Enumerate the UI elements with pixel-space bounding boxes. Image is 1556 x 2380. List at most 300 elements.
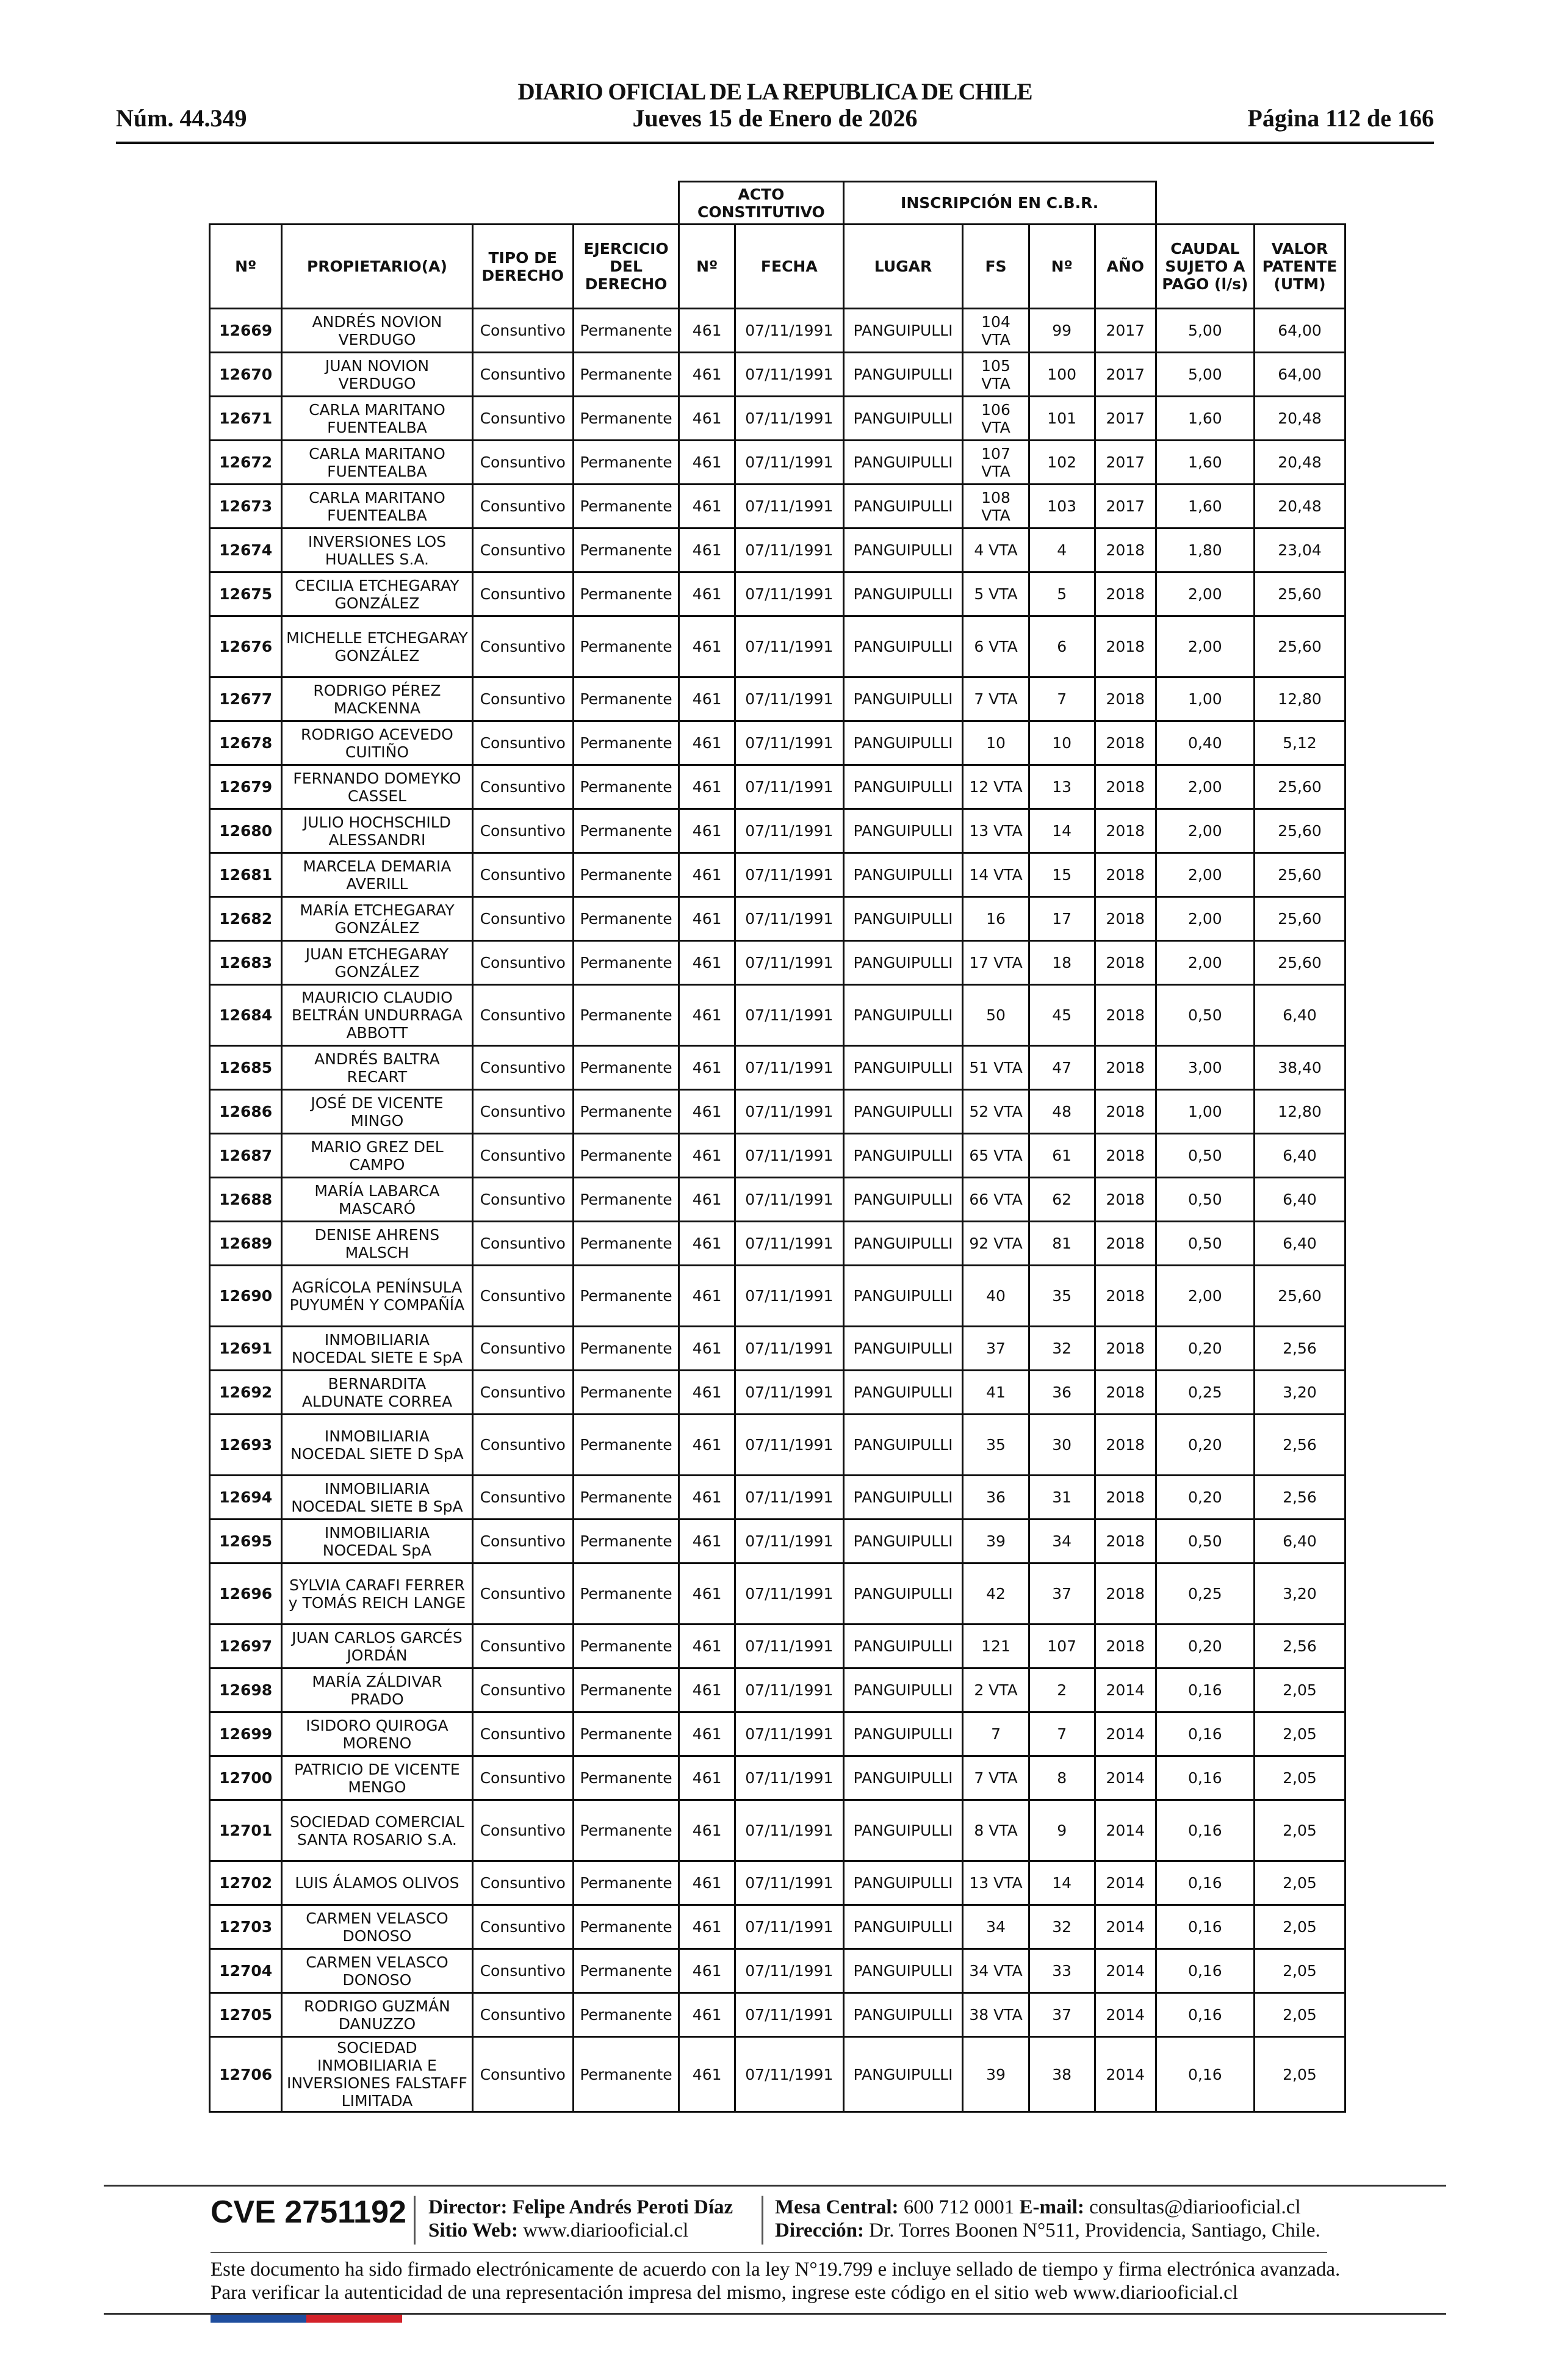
owner-name: RODRIGO GUZMÁN DANUZZO [282, 1993, 472, 2037]
acto-numero: 461 [679, 1046, 735, 1090]
owner-name: SYLVIA CARAFI FERRER y TOMÁS REICH LANGE [282, 1563, 472, 1625]
row-number: 12694 [210, 1476, 282, 1520]
acto-numero: 461 [679, 941, 735, 985]
footer-divider-mid [211, 2252, 1327, 2253]
tipo-derecho: Consuntivo [472, 1712, 573, 1756]
fecha: 07/11/1991 [735, 572, 844, 616]
fs: 7 VTA [963, 677, 1029, 721]
inscripcion-numero: 99 [1029, 309, 1095, 353]
lugar: PANGUIPULLI [843, 1668, 963, 1712]
anio: 2018 [1095, 1563, 1156, 1625]
lugar: PANGUIPULLI [843, 1905, 963, 1949]
table-row [210, 1090, 1345, 1134]
owner-name: JULIO HOCHSCHILD ALESSANDRI [282, 809, 472, 853]
group-header-row [210, 182, 1345, 225]
owner-name: INMOBILIARIA NOCEDAL SIETE E SpA [282, 1327, 472, 1371]
caudal: 2,00 [1156, 897, 1254, 941]
row-number: 12683 [210, 941, 282, 985]
inscripcion-numero: 100 [1029, 353, 1095, 397]
fecha: 07/11/1991 [735, 1861, 844, 1905]
table-row [210, 485, 1345, 528]
valor-patente: 25,60 [1254, 897, 1345, 941]
lugar: PANGUIPULLI [843, 1861, 963, 1905]
tipo-derecho: Consuntivo [472, 1476, 573, 1520]
ejercicio-derecho: Permanente [573, 1668, 679, 1712]
tipo-derecho: Consuntivo [472, 1266, 573, 1327]
lugar: PANGUIPULLI [843, 721, 963, 765]
acto-numero: 461 [679, 485, 735, 528]
caudal: 0,50 [1156, 1178, 1254, 1222]
col-fs: FS [963, 225, 1029, 309]
owner-name: JOSÉ DE VICENTE MINGO [282, 1090, 472, 1134]
tipo-derecho: Consuntivo [472, 528, 573, 572]
acto-numero: 461 [679, 853, 735, 897]
group-acto-constitutivo: ACTO CONSTITUTIVO [679, 182, 843, 225]
fs: 41 [963, 1371, 1029, 1415]
ejercicio-derecho: Permanente [573, 1520, 679, 1563]
caudal: 1,00 [1156, 677, 1254, 721]
acto-numero: 461 [679, 1090, 735, 1134]
owner-name: JUAN CARLOS GARCÉS JORDÁN [282, 1625, 472, 1668]
anio: 2018 [1095, 941, 1156, 985]
group-inscripcion-cbr: INSCRIPCIÓN EN C.B.R. [843, 182, 1156, 225]
row-number: 12701 [210, 1800, 282, 1861]
caudal: 0,50 [1156, 1520, 1254, 1563]
valor-patente: 6,40 [1254, 985, 1345, 1046]
owner-name: ANDRÉS NOVION VERDUGO [282, 309, 472, 353]
anio: 2014 [1095, 1993, 1156, 2037]
anio: 2014 [1095, 1712, 1156, 1756]
inscripcion-numero: 32 [1029, 1905, 1095, 1949]
row-number: 12700 [210, 1756, 282, 1800]
row-number: 12706 [210, 2037, 282, 2112]
inscripcion-numero: 45 [1029, 985, 1095, 1046]
lugar: PANGUIPULLI [843, 1625, 963, 1668]
tipo-derecho: Consuntivo [472, 1178, 573, 1222]
director-name: Felipe Andrés Peroti Díaz [512, 2196, 733, 2218]
director-block [428, 2196, 733, 2242]
fs: 39 [963, 2037, 1029, 2112]
valor-patente: 2,05 [1254, 1905, 1345, 1949]
table-row [210, 441, 1345, 485]
inscripcion-numero: 38 [1029, 2037, 1095, 2112]
owner-name: CARLA MARITANO FUENTEALBA [282, 397, 472, 441]
valor-patente: 2,56 [1254, 1625, 1345, 1668]
patent-table [209, 181, 1346, 2113]
row-number: 12669 [210, 309, 282, 353]
tipo-derecho: Consuntivo [472, 1046, 573, 1090]
inscripcion-numero: 48 [1029, 1090, 1095, 1134]
fs: 7 VTA [963, 1756, 1029, 1800]
fs: 39 [963, 1520, 1029, 1563]
ejercicio-derecho: Permanente [573, 1712, 679, 1756]
lugar: PANGUIPULLI [843, 853, 963, 897]
ejercicio-derecho: Permanente [573, 1563, 679, 1625]
ejercicio-derecho: Permanente [573, 1327, 679, 1371]
fecha: 07/11/1991 [735, 765, 844, 809]
tipo-derecho: Consuntivo [472, 1625, 573, 1668]
table-row [210, 2037, 1345, 2112]
acto-numero: 461 [679, 1266, 735, 1327]
table-row [210, 1861, 1345, 1905]
col-caudal: CAUDAL SUJETO A PAGO (l/s) [1156, 225, 1254, 309]
fecha: 07/11/1991 [735, 721, 844, 765]
newspaper-title: DIARIO OFICIAL DE LA REPUBLICA DE CHILE [517, 79, 1032, 105]
lugar: PANGUIPULLI [843, 616, 963, 677]
valor-patente: 2,56 [1254, 1415, 1345, 1476]
caudal: 0,25 [1156, 1563, 1254, 1625]
fs: 13 VTA [963, 1861, 1029, 1905]
ejercicio-derecho: Permanente [573, 616, 679, 677]
row-number: 12681 [210, 853, 282, 897]
table-row [210, 309, 1345, 353]
tipo-derecho: Consuntivo [472, 1800, 573, 1861]
caudal: 0,16 [1156, 1993, 1254, 2037]
row-number: 12702 [210, 1861, 282, 1905]
fecha: 07/11/1991 [735, 353, 844, 397]
lugar: PANGUIPULLI [843, 1993, 963, 2037]
caudal: 0,40 [1156, 721, 1254, 765]
table-row [210, 1993, 1345, 2037]
fecha: 07/11/1991 [735, 941, 844, 985]
fecha: 07/11/1991 [735, 985, 844, 1046]
lugar: PANGUIPULLI [843, 1178, 963, 1222]
fs: 51 VTA [963, 1046, 1029, 1090]
inscripcion-numero: 37 [1029, 1993, 1095, 2037]
row-number: 12671 [210, 397, 282, 441]
mesa-label: Mesa Central: [775, 2196, 899, 2218]
inscripcion-numero: 9 [1029, 1800, 1095, 1861]
ejercicio-derecho: Permanente [573, 897, 679, 941]
table-row [210, 1756, 1345, 1800]
row-number: 12685 [210, 1046, 282, 1090]
caudal: 2,00 [1156, 572, 1254, 616]
acto-numero: 461 [679, 353, 735, 397]
inscripcion-numero: 2 [1029, 1668, 1095, 1712]
caudal: 0,20 [1156, 1415, 1254, 1476]
fecha: 07/11/1991 [735, 1712, 844, 1756]
acto-numero: 461 [679, 1756, 735, 1800]
table-row [210, 1625, 1345, 1668]
fs: 13 VTA [963, 809, 1029, 853]
col-propietario: PROPIETARIO(A) [282, 225, 472, 309]
caudal: 0,16 [1156, 2037, 1254, 2112]
ejercicio-derecho: Permanente [573, 528, 679, 572]
email-link[interactable]: consultas@diariooficial.cl [1089, 2196, 1301, 2218]
lugar: PANGUIPULLI [843, 1371, 963, 1415]
fs: 104 VTA [963, 309, 1029, 353]
table-row [210, 1563, 1345, 1625]
inscripcion-numero: 81 [1029, 1222, 1095, 1266]
table-row [210, 528, 1345, 572]
valor-patente: 64,00 [1254, 353, 1345, 397]
valor-patente: 25,60 [1254, 809, 1345, 853]
fecha: 07/11/1991 [735, 853, 844, 897]
acto-numero: 461 [679, 1222, 735, 1266]
inscripcion-numero: 31 [1029, 1476, 1095, 1520]
valor-patente: 38,40 [1254, 1046, 1345, 1090]
row-number: 12680 [210, 809, 282, 853]
tipo-derecho: Consuntivo [472, 1949, 573, 1993]
anio: 2018 [1095, 572, 1156, 616]
inscripcion-numero: 33 [1029, 1949, 1095, 1993]
table-row [210, 1415, 1345, 1476]
anio: 2018 [1095, 677, 1156, 721]
acto-numero: 461 [679, 1861, 735, 1905]
fs: 106 VTA [963, 397, 1029, 441]
row-number: 12673 [210, 485, 282, 528]
acto-numero: 461 [679, 1520, 735, 1563]
lugar: PANGUIPULLI [843, 353, 963, 397]
fs: 7 [963, 1712, 1029, 1756]
fecha: 07/11/1991 [735, 1800, 844, 1861]
owner-name: DENISE AHRENS MALSCH [282, 1222, 472, 1266]
anio: 2014 [1095, 1756, 1156, 1800]
ejercicio-derecho: Permanente [573, 809, 679, 853]
ejercicio-derecho: Permanente [573, 1415, 679, 1476]
owner-name: INMOBILIARIA NOCEDAL SpA [282, 1520, 472, 1563]
caudal: 2,00 [1156, 1266, 1254, 1327]
inscripcion-numero: 18 [1029, 941, 1095, 985]
inscripcion-numero: 107 [1029, 1625, 1095, 1668]
anio: 2014 [1095, 1905, 1156, 1949]
fecha: 07/11/1991 [735, 1046, 844, 1090]
email-label: E-mail: [1019, 2196, 1084, 2218]
table-row [210, 1800, 1345, 1861]
lugar: PANGUIPULLI [843, 1756, 963, 1800]
owner-name: MARCELA DEMARIA AVERILL [282, 853, 472, 897]
row-number: 12686 [210, 1090, 282, 1134]
row-number: 12689 [210, 1222, 282, 1266]
lugar: PANGUIPULLI [843, 1266, 963, 1327]
lugar: PANGUIPULLI [843, 2037, 963, 2112]
website-link[interactable]: www.diariooficial.cl [523, 2220, 689, 2241]
ejercicio-derecho: Permanente [573, 1993, 679, 2037]
caudal: 0,50 [1156, 1222, 1254, 1266]
footer-separator [762, 2196, 763, 2245]
acto-numero: 461 [679, 616, 735, 677]
row-number: 12677 [210, 677, 282, 721]
valor-patente: 2,56 [1254, 1327, 1345, 1371]
fs: 108 VTA [963, 485, 1029, 528]
col-acto-numero: Nº [679, 225, 735, 309]
table-row [210, 765, 1345, 809]
ejercicio-derecho: Permanente [573, 1266, 679, 1327]
lugar: PANGUIPULLI [843, 985, 963, 1046]
fecha: 07/11/1991 [735, 1327, 844, 1371]
owner-name: FERNANDO DOMEYKO CASSEL [282, 765, 472, 809]
ejercicio-derecho: Permanente [573, 1134, 679, 1178]
owner-name: MARIO GREZ DEL CAMPO [282, 1134, 472, 1178]
caudal: 0,50 [1156, 1134, 1254, 1178]
inscripcion-numero: 102 [1029, 441, 1095, 485]
fecha: 07/11/1991 [735, 1993, 844, 2037]
row-number: 12688 [210, 1178, 282, 1222]
valor-patente: 2,05 [1254, 1756, 1345, 1800]
ejercicio-derecho: Permanente [573, 985, 679, 1046]
inscripcion-numero: 7 [1029, 677, 1095, 721]
caudal: 2,00 [1156, 616, 1254, 677]
fecha: 07/11/1991 [735, 2037, 844, 2112]
ejercicio-derecho: Permanente [573, 765, 679, 809]
caudal: 0,16 [1156, 1949, 1254, 1993]
valor-patente: 25,60 [1254, 1266, 1345, 1327]
anio: 2018 [1095, 616, 1156, 677]
owner-name: SOCIEDAD COMERCIAL SANTA ROSARIO S.A. [282, 1800, 472, 1861]
tipo-derecho: Consuntivo [472, 485, 573, 528]
lugar: PANGUIPULLI [843, 572, 963, 616]
lugar: PANGUIPULLI [843, 677, 963, 721]
fs: 40 [963, 1266, 1029, 1327]
caudal: 0,16 [1156, 1800, 1254, 1861]
lugar: PANGUIPULLI [843, 897, 963, 941]
address-value: Dr. Torres Boonen N°511, Providencia, Santiago, Chile. [869, 2220, 1320, 2241]
row-number: 12705 [210, 1993, 282, 2037]
fs: 65 VTA [963, 1134, 1029, 1178]
inscripcion-numero: 8 [1029, 1756, 1095, 1800]
fecha: 07/11/1991 [735, 1266, 844, 1327]
table-body [210, 309, 1345, 2112]
lugar: PANGUIPULLI [843, 765, 963, 809]
caudal: 1,60 [1156, 485, 1254, 528]
inscripcion-numero: 14 [1029, 1861, 1095, 1905]
lugar: PANGUIPULLI [843, 1046, 963, 1090]
acto-numero: 461 [679, 677, 735, 721]
valor-patente: 23,04 [1254, 528, 1345, 572]
tipo-derecho: Consuntivo [472, 1668, 573, 1712]
fecha: 07/11/1991 [735, 1905, 844, 1949]
owner-name: ANDRÉS BALTRA RECART [282, 1046, 472, 1090]
lugar: PANGUIPULLI [843, 1712, 963, 1756]
fecha: 07/11/1991 [735, 1668, 844, 1712]
acto-numero: 461 [679, 309, 735, 353]
valor-patente: 20,48 [1254, 441, 1345, 485]
owner-name: CARMEN VELASCO DONOSO [282, 1905, 472, 1949]
valor-patente: 2,05 [1254, 1949, 1345, 1993]
ejercicio-derecho: Permanente [573, 1905, 679, 1949]
valor-patente: 6,40 [1254, 1178, 1345, 1222]
tipo-derecho: Consuntivo [472, 353, 573, 397]
valor-patente: 3,20 [1254, 1563, 1345, 1625]
table-row [210, 1327, 1345, 1371]
table-row [210, 853, 1345, 897]
caudal: 5,00 [1156, 353, 1254, 397]
owner-name: SOCIEDAD INMOBILIARIA E INVERSIONES FALSTAFF LIMITADA [282, 2037, 472, 2112]
table-row [210, 397, 1345, 441]
lugar: PANGUIPULLI [843, 397, 963, 441]
ejercicio-derecho: Permanente [573, 853, 679, 897]
acto-numero: 461 [679, 1476, 735, 1520]
flag-stripe-blue [211, 2315, 306, 2323]
row-number: 12690 [210, 1266, 282, 1327]
fecha: 07/11/1991 [735, 1563, 844, 1625]
owner-name: AGRÍCOLA PENÍNSULA PUYUMÉN Y COMPAÑÍA [282, 1266, 472, 1327]
tipo-derecho: Consuntivo [472, 677, 573, 721]
inscripcion-numero: 101 [1029, 397, 1095, 441]
header-blank [210, 182, 679, 225]
anio: 2017 [1095, 309, 1156, 353]
caudal: 1,60 [1156, 441, 1254, 485]
anio: 2018 [1095, 1222, 1156, 1266]
fs: 38 VTA [963, 1993, 1029, 2037]
ejercicio-derecho: Permanente [573, 309, 679, 353]
owner-name: MARÍA ETCHEGARAY GONZÁLEZ [282, 897, 472, 941]
anio: 2014 [1095, 1949, 1156, 1993]
row-number: 12682 [210, 897, 282, 941]
row-number: 12696 [210, 1563, 282, 1625]
anio: 2018 [1095, 809, 1156, 853]
contact-block [775, 2196, 1320, 2242]
tipo-derecho: Consuntivo [472, 309, 573, 353]
tipo-derecho: Consuntivo [472, 1371, 573, 1415]
caudal: 2,00 [1156, 765, 1254, 809]
ejercicio-derecho: Permanente [573, 485, 679, 528]
acto-numero: 461 [679, 528, 735, 572]
fs: 37 [963, 1327, 1029, 1371]
tipo-derecho: Consuntivo [472, 441, 573, 485]
tipo-derecho: Consuntivo [472, 1905, 573, 1949]
fs: 4 VTA [963, 528, 1029, 572]
col-lugar: LUGAR [843, 225, 963, 309]
fecha: 07/11/1991 [735, 677, 844, 721]
anio: 2018 [1095, 1046, 1156, 1090]
director-label: Director: [428, 2196, 508, 2218]
table-row [210, 721, 1345, 765]
valor-patente: 6,40 [1254, 1222, 1345, 1266]
row-number: 12670 [210, 353, 282, 397]
ejercicio-derecho: Permanente [573, 1625, 679, 1668]
anio: 2018 [1095, 1327, 1156, 1371]
col-inscripcion-numero: Nº [1029, 225, 1095, 309]
tipo-derecho: Consuntivo [472, 985, 573, 1046]
acto-numero: 461 [679, 1178, 735, 1222]
anio: 2018 [1095, 853, 1156, 897]
valor-patente: 25,60 [1254, 572, 1345, 616]
ejercicio-derecho: Permanente [573, 353, 679, 397]
anio: 2014 [1095, 1800, 1156, 1861]
inscripcion-numero: 36 [1029, 1371, 1095, 1415]
lugar: PANGUIPULLI [843, 1134, 963, 1178]
row-number: 12695 [210, 1520, 282, 1563]
fs: 14 VTA [963, 853, 1029, 897]
acto-numero: 461 [679, 572, 735, 616]
ejercicio-derecho: Permanente [573, 1178, 679, 1222]
valor-patente: 2,05 [1254, 1800, 1345, 1861]
fs: 2 VTA [963, 1668, 1029, 1712]
fecha: 07/11/1991 [735, 1178, 844, 1222]
valor-patente: 12,80 [1254, 1090, 1345, 1134]
valor-patente: 2,56 [1254, 1476, 1345, 1520]
anio: 2018 [1095, 1134, 1156, 1178]
row-number: 12692 [210, 1371, 282, 1415]
acto-numero: 461 [679, 1800, 735, 1861]
acto-numero: 461 [679, 765, 735, 809]
fs: 12 VTA [963, 765, 1029, 809]
fecha: 07/11/1991 [735, 1371, 844, 1415]
anio: 2018 [1095, 1415, 1156, 1476]
owner-name: CARLA MARITANO FUENTEALBA [282, 485, 472, 528]
anio: 2014 [1095, 1668, 1156, 1712]
address-label: Dirección: [775, 2220, 865, 2241]
mesa-phone: 600 712 0001 [903, 2196, 1015, 2218]
anio: 2017 [1095, 441, 1156, 485]
anio: 2018 [1095, 1520, 1156, 1563]
inscripcion-numero: 103 [1029, 485, 1095, 528]
table-row [210, 941, 1345, 985]
ejercicio-derecho: Permanente [573, 677, 679, 721]
owner-name: JUAN NOVION VERDUGO [282, 353, 472, 397]
lugar: PANGUIPULLI [843, 1563, 963, 1625]
